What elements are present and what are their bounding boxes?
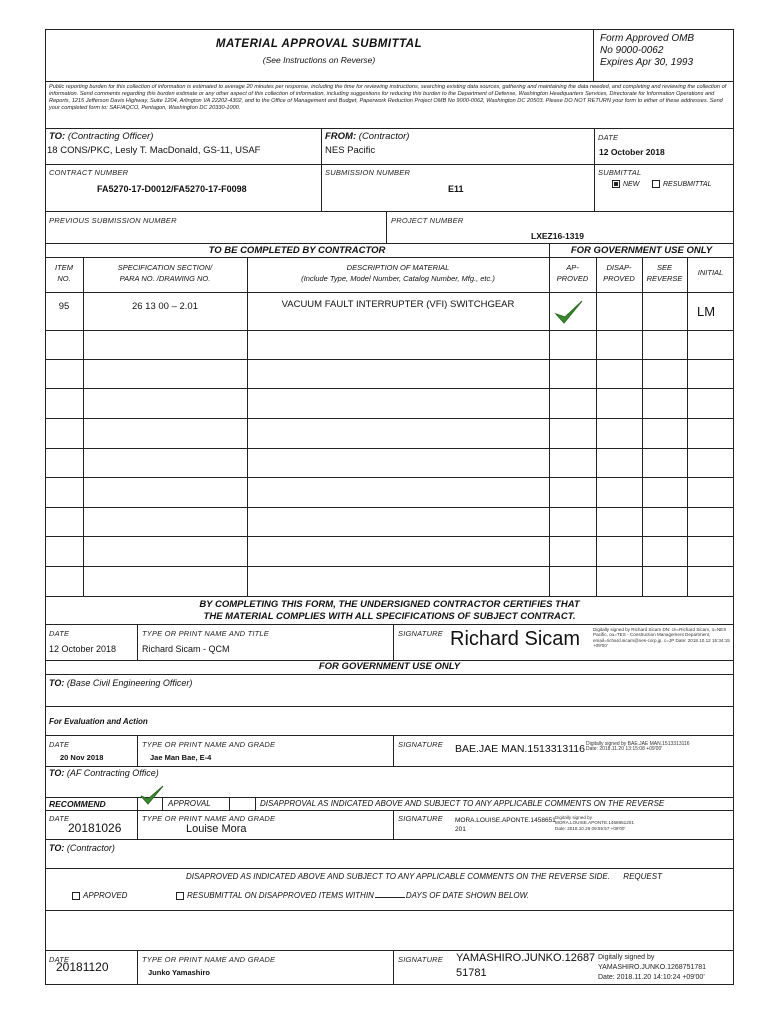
project-value: LXEZ16-1319 (531, 231, 584, 241)
bce-signature-label: SIGNATURE (398, 740, 443, 749)
to-afco: TO: (AF Contracting Office) (49, 768, 159, 778)
to-value: 18 CONS/PKC, Lesly T. MacDonald, GS-11, USAF (47, 145, 261, 156)
afco-date: 20181026 (68, 821, 122, 835)
row1-desc: VACUUM FAULT INTERRUPTER (VFI) SWITCHGEAR (281, 299, 515, 310)
row1-initial: LM (697, 304, 716, 319)
evaluation-label: For Evaluation and Action (49, 717, 148, 726)
afco-signature: MORA.LOUISE.APONTE.1458651 201 (455, 817, 556, 833)
date-label: DATE (598, 133, 619, 142)
final-name-label: TYPE OR PRINT NAME AND GRADE (142, 955, 276, 964)
col-see-reverse: SEE REVERSE (646, 263, 683, 283)
form-subtitle: (See Instructions on Reverse) (262, 55, 376, 65)
to-label: TO: (Contracting Officer) (49, 131, 154, 142)
bce-signature: BAE.JAE MAN.1513313116 (455, 743, 585, 755)
bce-name-label: TYPE OR PRINT NAME AND GRADE (142, 740, 276, 749)
resubmittal-checkbox[interactable] (652, 180, 660, 188)
afco-date-label: DATE (49, 814, 70, 823)
contract-label: CONTRACT NUMBER (49, 168, 129, 177)
contract-value: FA5270-17-D0012/FA5270-17-F0098 (97, 184, 247, 194)
contractor-section-title: TO BE COMPLETED BY CONTRACTOR (208, 245, 386, 256)
bce-name: Jae Man Bae, E-4 (150, 753, 212, 762)
table-row (45, 418, 734, 419)
col-item: ITEM NO. (55, 263, 73, 283)
table-row (45, 536, 734, 537)
col-spec: SPECIFICATION SECTION/ PARA NO. /DRAWING NO. (117, 263, 213, 283)
final-resubmittal-option[interactable]: RESUBMITTAL ON DISAPPROVED ITEMS WITHIN DAYS OF DATE SHOWN BELOW. (176, 891, 529, 900)
certification-text: BY COMPLETING THIS FORM, THE UNDERSIGNED CONTRACTOR CERTIFIES THAT THE MATERIAL COMPLIES WITH ALL SPECIFICATIONS OF SUBJECT CONTRACT. (199, 599, 580, 622)
table-row (45, 566, 734, 567)
submission-value: E11 (448, 184, 464, 194)
table-row (45, 448, 734, 449)
approved-checkbox[interactable] (72, 892, 80, 900)
contractor-digital-signature: Digitally signed by Richard Sicam DN: cn=Richard Sicam, o=NES Pacific, ou=TES - Construction Management Department, email=richard.sicam@nes-corp.jp, c=JP Date: 2018.10.12 15:34:15 +09'00' (593, 627, 730, 649)
disapproved-text: DISAPROVED AS INDICATED ABOVE AND SUBJECT TO ANY APPLICABLE COMMENTS ON THE REVERSE SIDE. REQUEST (186, 872, 662, 881)
afco-signature-label: SIGNATURE (398, 814, 443, 823)
contractor-name-label: TYPE OR PRINT NAME AND TITLE (142, 629, 270, 638)
recommend-label: RECOMMEND (49, 799, 106, 809)
bce-date-label: DATE (49, 740, 70, 749)
contractor-name: Richard Sicam - QCM (142, 644, 230, 654)
submittal-resubmittal[interactable]: RESUBMITTAL (652, 180, 712, 188)
project-label: PROJECT NUMBER (391, 216, 464, 225)
contractor-date: 12 October 2018 (49, 644, 117, 654)
final-digital-signature: Digitally signed by YAMASHIRO.JUNKO.1268751781 Date: 2018.11.20 14:10:24 +09'00' (598, 954, 707, 981)
col-desc: DESCRIPTION OF MATERIAL (Include Type, Model Number, Catalog Number, Mfg., etc.) (301, 263, 495, 283)
to-contractor: TO: (Contractor) (49, 843, 115, 853)
row1-approved-check-icon (554, 298, 584, 328)
bce-date: 20 Nov 2018 (60, 753, 104, 762)
row1-item: 95 (58, 301, 70, 312)
burden-notice: Public reporting burden for this collection of information is estimated to average 20 minutes per response, including the time for reviewing instructions, searching existing data sources, gathering and maintaining the data needed, and completing and reviewing the collection of information. Send comments regarding this burden estimate or any other aspect of this collection of information, including suggestions for reducing this burden to the Department of Defense, Washington Headquarters Services, Directorate for Information Operations and Reports, 1215 Jefferson Davis Highway, Suite 1204, Arlington VA 22202-4302, and to the Office of Management and Budget, Paperwork Reduction Project OMB No 9000-0062, Washington DC 20503. Please DO NOT RETURN your form to either of these addresses. Send your completed form to: SAF/AQCO, Pentagon, Washington DC 20330-1000. (49, 84, 727, 111)
contractor-signature-label: SIGNATURE (398, 629, 443, 638)
afco-digital-signature: Digitally signed by MORA.LOUISE.APONTE.1458651201 Date: 2018.10.26 09:55:57 +09'00' (555, 815, 634, 831)
new-checkbox[interactable] (612, 180, 620, 188)
resubmittal-days-checkbox[interactable] (176, 892, 184, 900)
afco-name: Louise Mora (186, 823, 247, 835)
form-title: MATERIAL APPROVAL SUBMITTAL (215, 38, 423, 50)
recommend-approval[interactable]: APPROVAL (168, 799, 211, 808)
col-disapproved: DISAP- PROVED (603, 263, 635, 283)
table-row (45, 330, 734, 331)
col-approved: AP- PROVED (556, 263, 589, 283)
final-name: Junko Yamashiro (148, 968, 210, 977)
final-signature: YAMASHIRO.JUNKO.12687 51781 (456, 952, 596, 979)
row1-spec: 26 13 00 – 2.01 (131, 301, 199, 312)
col-initial: INITIAL (697, 268, 724, 277)
date-value: 12 October 2018 (599, 147, 665, 157)
government-section-title: FOR GOVERNMENT USE ONLY (570, 245, 713, 256)
omb-block: Form Approved OMB No 9000-0062 Expires Apr 30, 1993 (600, 33, 695, 68)
table-row (45, 507, 734, 508)
previous-label: PREVIOUS SUBMISSION NUMBER (49, 216, 177, 225)
submittal-label: SUBMITTAL (598, 168, 642, 177)
table-row (45, 477, 734, 478)
gov-use-only: FOR GOVERNMENT USE ONLY (318, 661, 461, 672)
contractor-date-label: DATE (49, 629, 70, 638)
final-signature-label: SIGNATURE (398, 955, 443, 964)
contractor-signature: Richard Sicam (450, 628, 581, 650)
final-date-label: DATE (49, 955, 70, 964)
submittal-new[interactable]: NEW (612, 180, 639, 188)
submission-label: SUBMISSION NUMBER (325, 168, 411, 177)
to-bce: TO: (Base Civil Engineering Officer) (49, 678, 193, 688)
afco-name-label: TYPE OR PRINT NAME AND GRADE (142, 814, 276, 823)
recommend-disapproval[interactable]: DISAPPROVAL AS INDICATED ABOVE AND SUBJECT TO ANY APPLICABLE COMMENTS ON THE REVERSE (260, 799, 665, 808)
from-label: FROM: (Contractor) (325, 131, 410, 142)
from-value: NES Pacific (325, 145, 376, 156)
bce-digital-signature: Digitally signed by BAE.JAE MAN.1513313116 Date: 2018.11.20 13:15:08 +09'00' (586, 741, 690, 753)
final-approved-option[interactable]: APPROVED (72, 891, 127, 900)
final-date: 20181120 (56, 960, 109, 974)
table-row (45, 388, 734, 389)
table-row (45, 359, 734, 360)
